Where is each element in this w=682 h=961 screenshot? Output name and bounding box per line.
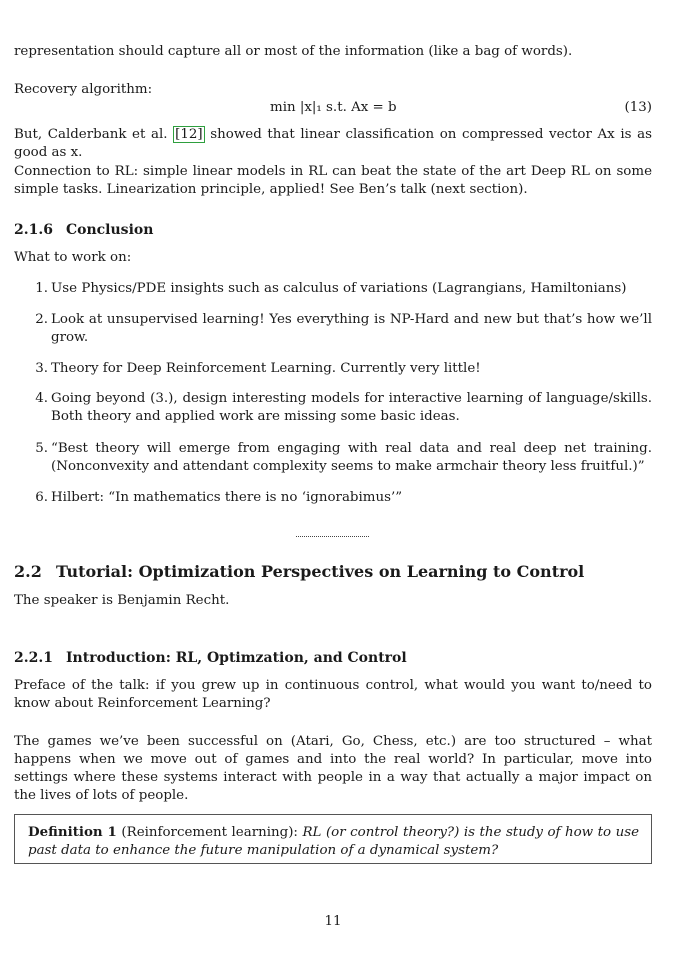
definition-text-block bbox=[28, 823, 639, 860]
equation-formula: min |x|₁ s.t. Ax = b bbox=[270, 100, 397, 115]
section-divider bbox=[296, 536, 369, 537]
list-item-text: “Best theory will emerge from engaging with real data and real deep net training. (Nonconvexity and attendant complexity seems to make armchair theory less fruitful.)” bbox=[51, 441, 652, 474]
section-title: Tutorial: Optimization Perspectives on Learning to Control bbox=[56, 562, 585, 581]
definition-name: (Reinforcement learning): bbox=[121, 825, 298, 840]
rl-connection-paragraph: Connection to RL: simple linear models in RL can beat the state of the art Deep RL on some simple tasks. Linearization principle, applied! See Ben’s talk (next section). bbox=[14, 164, 652, 197]
section-number: 2.2 bbox=[14, 562, 42, 581]
definition-text: RL (or control theory?) is the study of how to use past data to enhance the future manipulation of a dynamical system? bbox=[28, 825, 640, 858]
list-item-text: Use Physics/PDE insights such as calculus of variations (Lagrangians, Hamiltonians) bbox=[51, 281, 627, 296]
list-item bbox=[32, 311, 652, 347]
calderbank-sentence bbox=[14, 126, 652, 162]
paper-page bbox=[14, 0, 652, 961]
equation-number: (13) bbox=[624, 100, 652, 115]
definition-box bbox=[14, 814, 652, 864]
preface-paragraph: Preface of the talk: if you grew up in continuous control, what would you want to/need to know about Reinforcement Learning? bbox=[14, 678, 652, 711]
intro-line: representation should capture all or most of the information (like a bag of words). bbox=[14, 44, 573, 59]
list-marker: 3. bbox=[35, 361, 48, 376]
list-item bbox=[32, 489, 652, 507]
recovery-label: Recovery algorithm: bbox=[14, 82, 153, 97]
list-marker: 5. bbox=[35, 441, 48, 456]
list-item bbox=[32, 440, 652, 476]
section-heading-conclusion bbox=[14, 221, 652, 239]
section-heading-introduction bbox=[14, 649, 652, 667]
section-number: 2.1.6 bbox=[14, 222, 53, 238]
section-heading-tutorial bbox=[14, 563, 652, 581]
definition-label: Definition 1 bbox=[28, 824, 117, 840]
calderbank-post: showed that linear classification on compressed vector Ax is as good as x. bbox=[14, 127, 652, 160]
list-marker: 1. bbox=[35, 281, 48, 296]
list-item-text: Look at unsupervised learning! Yes everything is NP-Hard and new but that’s how we’ll grow. bbox=[51, 312, 652, 345]
equation-13 bbox=[14, 99, 652, 117]
list-item-text: Going beyond (3.), design interesting models for interactive learning of language/skills. Both theory and applied work are missing some basic ideas. bbox=[51, 391, 652, 424]
list-marker: 4. bbox=[35, 391, 48, 406]
games-paragraph: The games we’ve been successful on (Atari, Go, Chess, etc.) are too structured – what happens when we move out of games and into the real world? In particular, move into settings where these systems interact with people in a way that actually a major impact on the lives of lots of people. bbox=[14, 734, 652, 803]
section-title: Introduction: RL, Optimzation, and Control bbox=[66, 650, 407, 666]
citation-link[interactable]: [12] bbox=[175, 127, 203, 142]
conclusion-lead: What to work on: bbox=[14, 250, 132, 265]
list-item-text: Theory for Deep Reinforcement Learning. Currently very little! bbox=[51, 361, 481, 376]
list-item bbox=[32, 280, 652, 298]
calderbank-pre: But, Calderbank et al. bbox=[14, 127, 174, 142]
list-item-text: Hilbert: “In mathematics there is no ‘ignorabimus’” bbox=[51, 490, 403, 505]
speaker-line: The speaker is Benjamin Recht. bbox=[14, 593, 230, 608]
section-title: Conclusion bbox=[66, 222, 154, 238]
list-item bbox=[32, 360, 652, 378]
section-number: 2.2.1 bbox=[14, 650, 53, 666]
list-marker: 2. bbox=[35, 312, 48, 327]
list-marker: 6. bbox=[35, 490, 48, 505]
page-number: 11 bbox=[324, 914, 342, 929]
list-item bbox=[32, 390, 652, 426]
